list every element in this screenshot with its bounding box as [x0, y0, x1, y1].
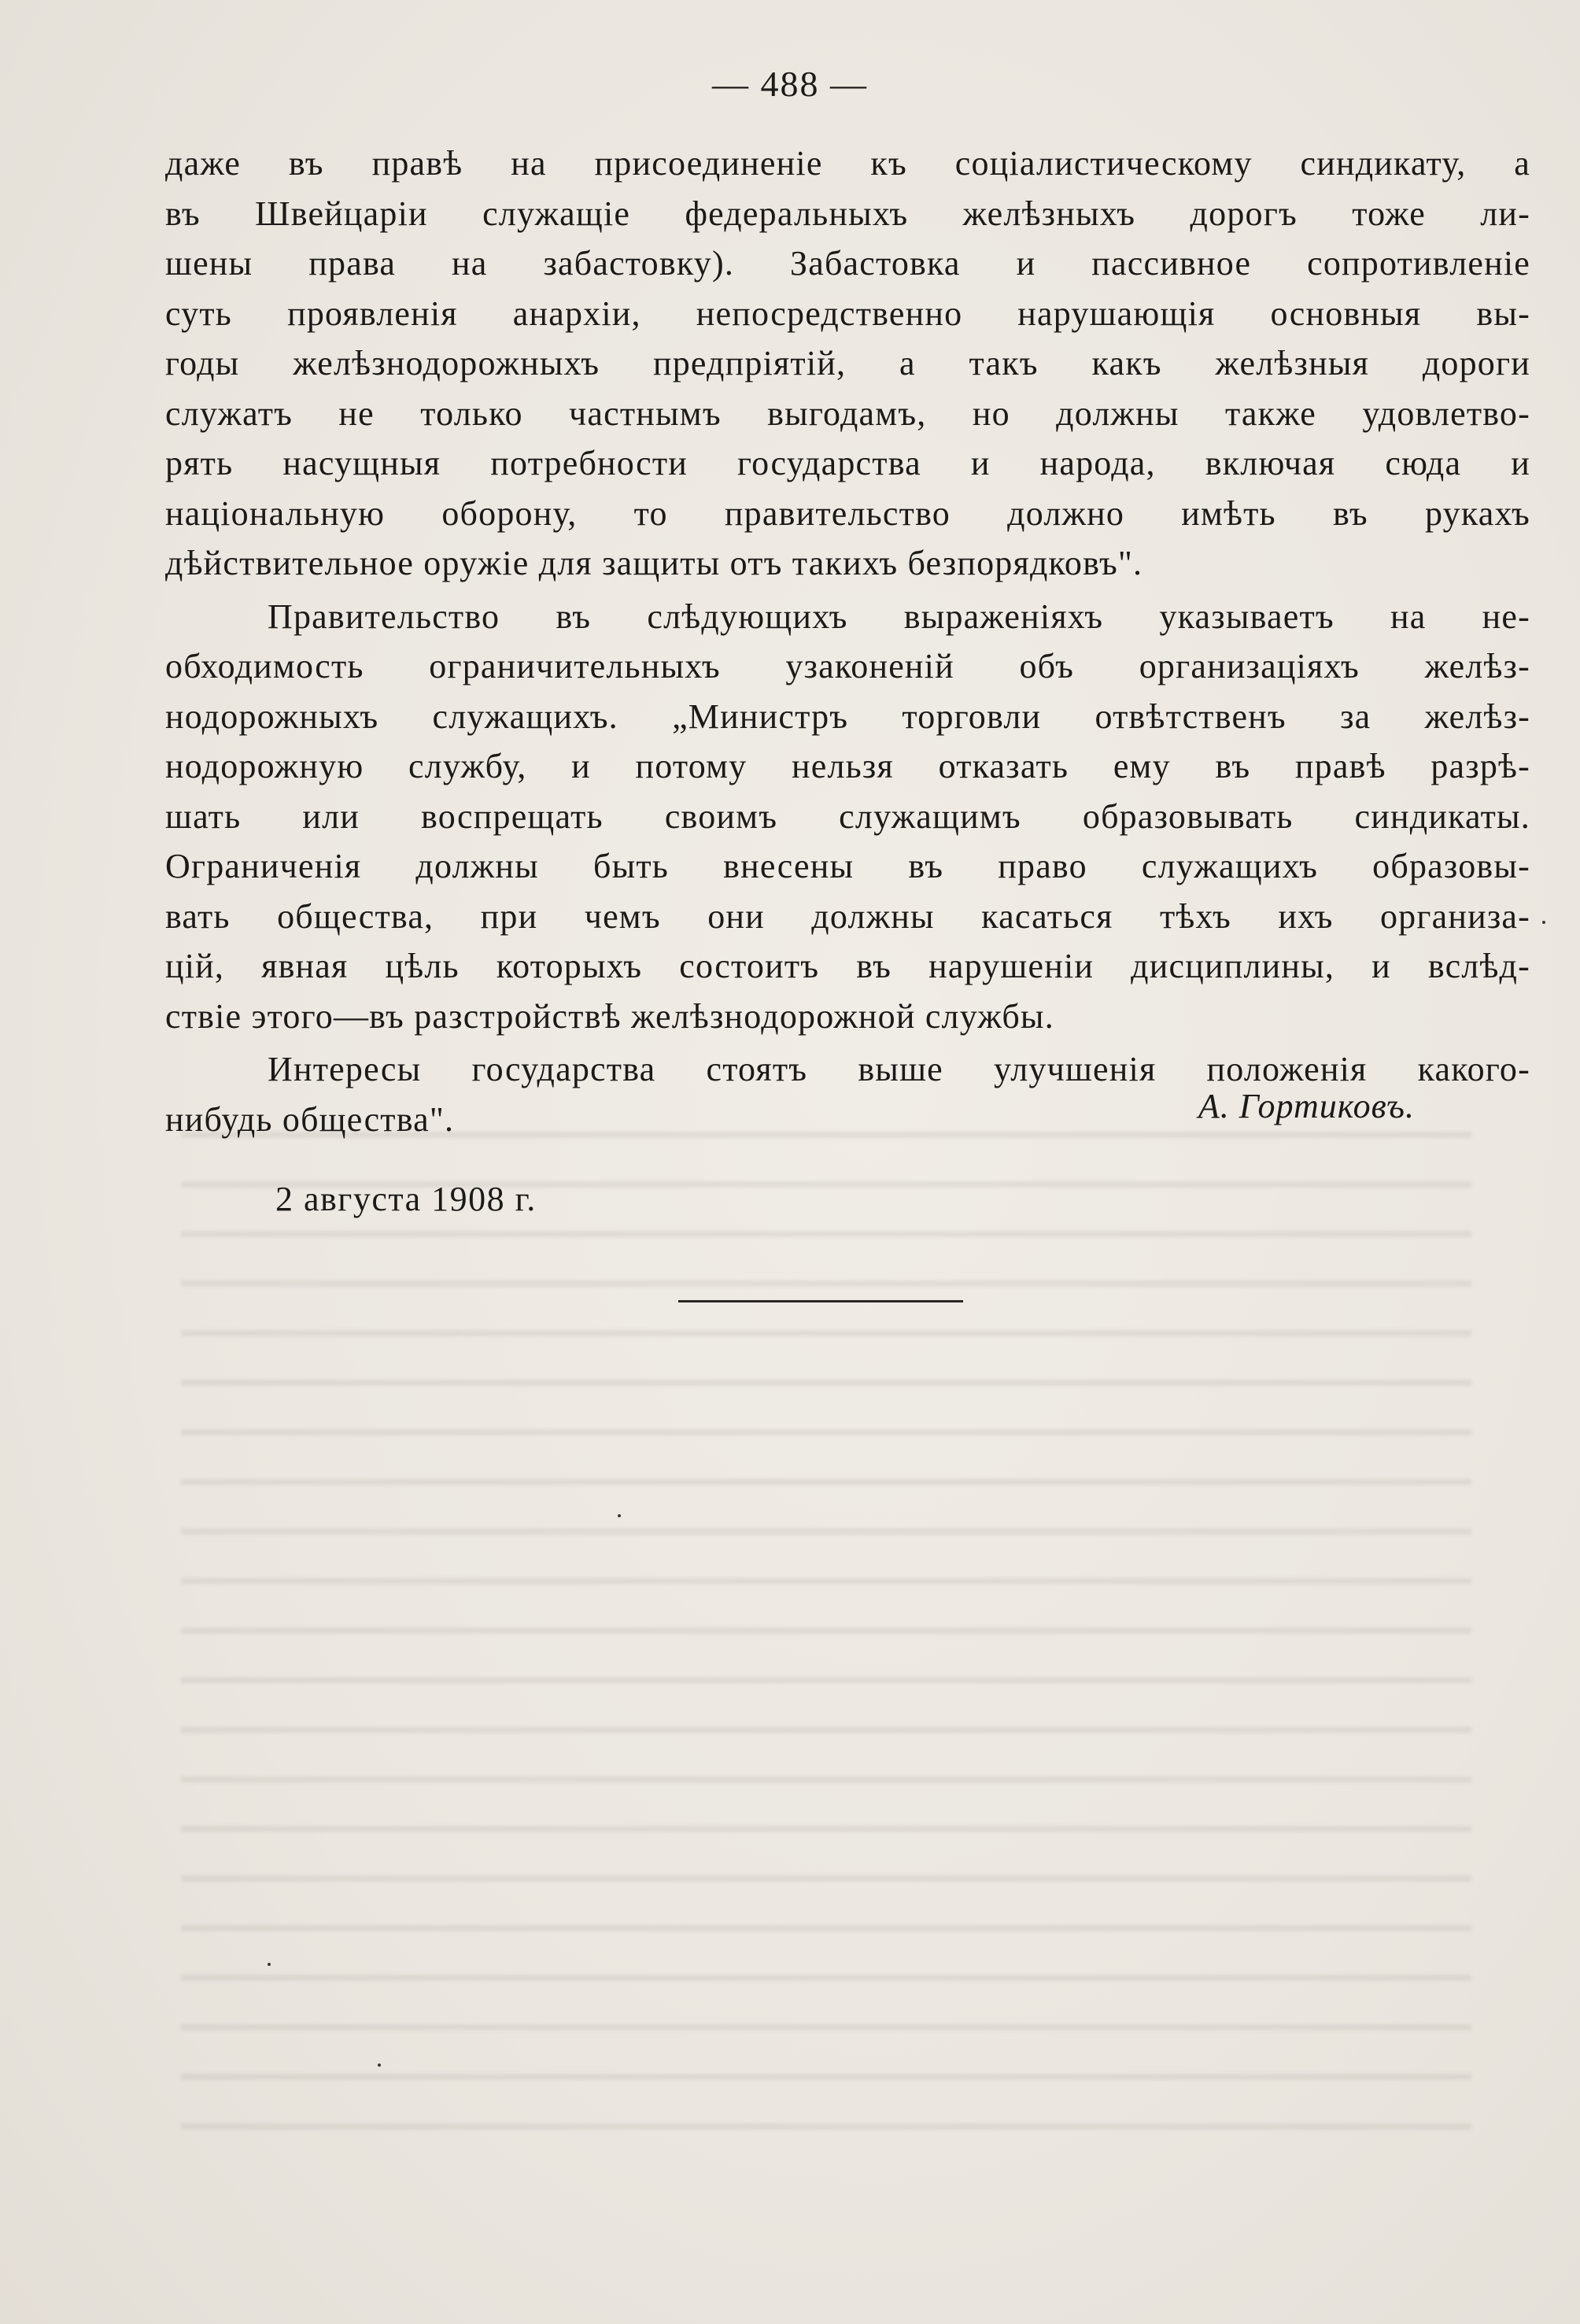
- text-line: обходимость ограничительныхъ узаконеній объ организаціяхъ желѣз-: [165, 647, 1530, 685]
- paragraph-2: [165, 592, 1530, 1042]
- text-line: дѣйствительное оружіе для защиты отъ такихъ безпорядковъ".: [165, 544, 1143, 582]
- text-line: въ Швейцаріи служащіе федеральныхъ желѣзныхъ дорогъ тоже ли-: [165, 194, 1530, 233]
- ink-speck: [1542, 921, 1545, 924]
- text-line: нибудь общества".: [165, 1099, 455, 1139]
- text-line: Ограниченія должны быть внесены въ право служащихъ образовы-: [165, 847, 1530, 885]
- text-line: суть проявленія анархіи, непосредственно нарушающія основныя вы-: [165, 294, 1530, 333]
- text-line: національную оборону, то правительство должно имѣть въ рукахъ: [165, 493, 1530, 533]
- text-line: шать или воспрещать своимъ служащимъ образовывать синдикаты.: [165, 796, 1530, 836]
- text-line: Интересы государства стоятъ выше улучшенія положенія какого-: [268, 1050, 1530, 1088]
- ink-speck: [268, 1963, 271, 1966]
- text-line: служатъ не только частнымъ выгодамъ, но должны также удовлетво-: [165, 393, 1530, 433]
- text-line: шены права на забастовку). Забастовка и пассивное сопротивленіе: [165, 244, 1530, 283]
- document-date: 2 августа 1908 г.: [275, 1180, 537, 1218]
- text-line: вать общества, при чемъ они должны касаться тѣхъ ихъ организа-: [165, 896, 1530, 936]
- article-body: [165, 139, 1530, 1144]
- ink-speck: [378, 2064, 381, 2067]
- text-line: годы желѣзнодорожныхъ предпріятій, а такъ какъ желѣзныя дороги: [165, 344, 1530, 382]
- text-line: рять насущныя потребности государства и народа, включая сюда и: [165, 444, 1530, 482]
- text-line: нодорожныхъ служащихъ. „Министръ торговли отвѣтственъ за желѣз-: [165, 696, 1530, 736]
- section-divider: [678, 1300, 963, 1302]
- paragraph-1: [165, 139, 1530, 589]
- text-line: нодорожную службу, и потому нельзя отказать ему въ правѣ разрѣ-: [165, 747, 1530, 785]
- text-line: ствіе этого—въ разстройствѣ желѣзнодорожной службы.: [165, 996, 1054, 1036]
- bleed-through-shadow: [181, 1102, 1471, 2141]
- page-number: — 488 —: [712, 64, 868, 104]
- text-line: даже въ правѣ на присоединеніе къ соціалистическому синдикату, а: [165, 144, 1530, 183]
- author-signature: А. Гортиковъ.: [1198, 1087, 1415, 1125]
- text-line: цій, явная цѣль которыхъ состоитъ въ нарушеніи дисциплины, и вслѣд-: [165, 947, 1530, 985]
- ink-speck: [618, 1514, 621, 1517]
- text-line: Правительство въ слѣдующихъ выраженіяхъ указываетъ на не-: [268, 597, 1530, 636]
